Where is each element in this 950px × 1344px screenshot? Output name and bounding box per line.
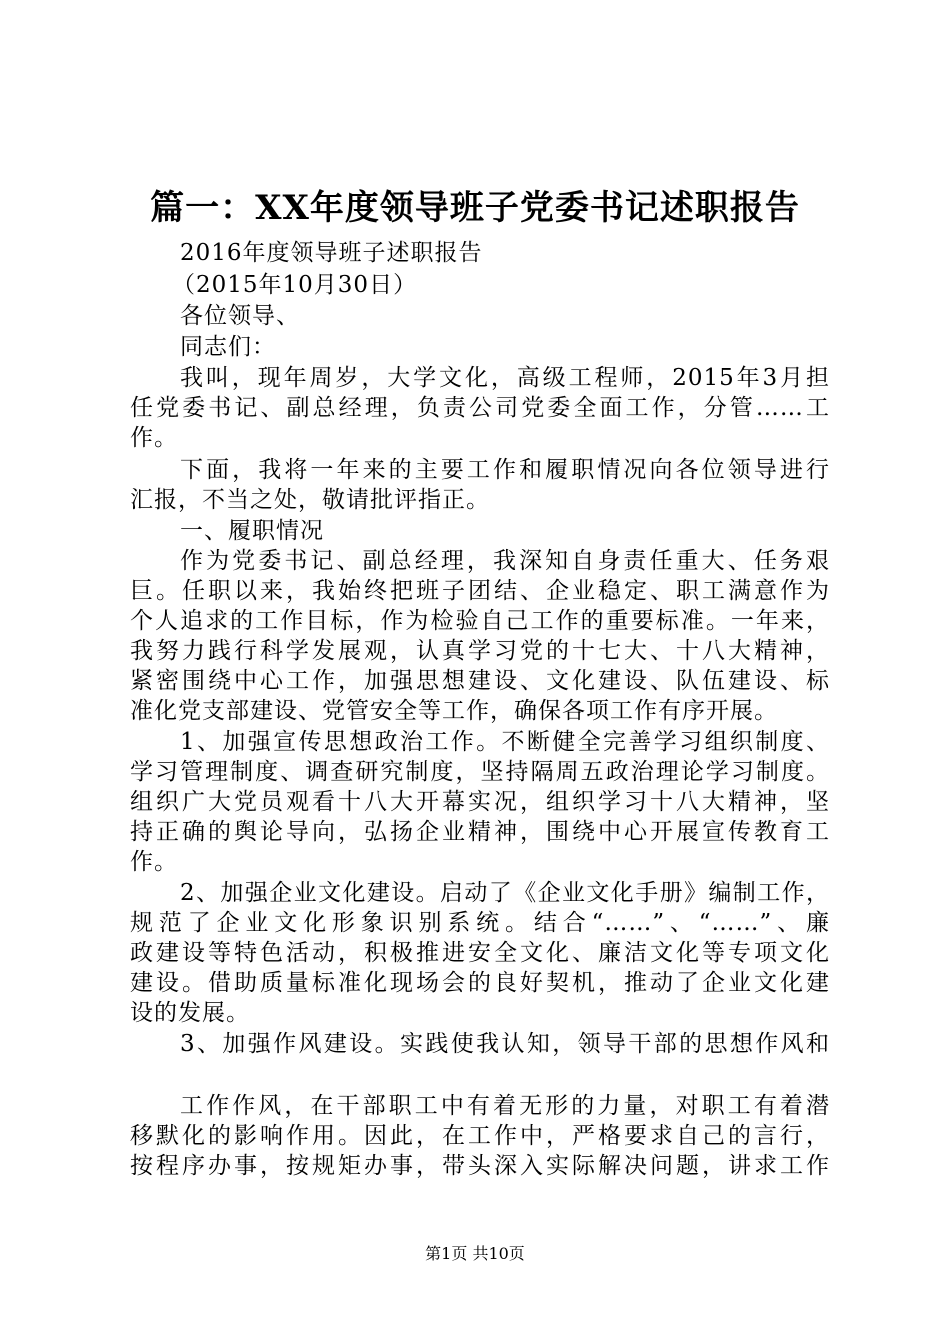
paragraph-line: 学习管理制度、调查研究制度，坚持隔周五政治理论学习制度。 bbox=[130, 759, 830, 785]
paragraph-line: 巨。任职以来，我始终把班子团结、企业稳定、职工满意作为 bbox=[130, 578, 830, 604]
subtitle-line: 2016年度领导班子述职报告 bbox=[180, 240, 483, 266]
paragraph-line: 紧密围绕中心工作，加强思想建设、文化建设、队伍建设、标 bbox=[130, 668, 830, 694]
paragraph-line: 我努力践行科学发展观，认真学习党的十七大、十八大精神， bbox=[130, 638, 830, 664]
paragraph-line: 设的发展。 bbox=[130, 1000, 250, 1026]
paragraph-line: 政建设等特色活动，积极推进安全文化、廉洁文化等专项文化 bbox=[130, 940, 830, 966]
paragraph-line: 汇报，不当之处，敬请批评指正。 bbox=[130, 487, 490, 513]
paragraph-line: 组织广大党员观看十八大开幕实况，组织学习十八大精神，坚 bbox=[130, 789, 830, 815]
paragraph-line: 移默化的影响作用。因此，在工作中，严格要求自己的言行， bbox=[130, 1123, 830, 1149]
paragraph-line: 规范了企业文化形象识别系统。结合“……”、“……”、廉 bbox=[130, 910, 830, 936]
paragraph-line: 工作作风，在干部职工中有着无形的力量，对职工有着潜 bbox=[180, 1093, 830, 1119]
paragraph-line: 2、加强企业文化建设。启动了《企业文化手册》编制工作， bbox=[180, 880, 830, 906]
section-heading: 一、履职情况 bbox=[180, 518, 324, 544]
salutation-line: 各位领导、 bbox=[180, 303, 300, 329]
paragraph-line: 建设。借助质量标准化现场会的良好契机，推动了企业文化建 bbox=[130, 970, 830, 996]
salutation-line: 同志们： bbox=[180, 334, 276, 360]
paragraph-line: 个人追求的工作目标，作为检验自己工作的重要标准。一年来， bbox=[130, 608, 830, 634]
paragraph-line: 任党委书记、副总经理，负责公司党委全面工作，分管……工 bbox=[130, 395, 830, 421]
paragraph-line: 作。 bbox=[130, 849, 178, 875]
paragraph-line: 持正确的舆论导向，弘扬企业精神，围绕中心开展宣传教育工 bbox=[130, 819, 830, 845]
paragraph-line: 作。 bbox=[130, 425, 178, 451]
paragraph-line: 3、加强作风建设。实践使我认知，领导干部的思想作风和 bbox=[180, 1031, 830, 1057]
paragraph-line: 准化党支部建设、党管安全等工作，确保各项工作有序开展。 bbox=[130, 698, 778, 724]
date-line: （2015年10月30日） bbox=[172, 272, 418, 298]
page-number-footer: 第1页 共10页 bbox=[425, 1244, 525, 1263]
paragraph-line: 我叫，现年周岁，大学文化，高级工程师，2015年3月担 bbox=[180, 365, 830, 391]
paragraph-line: 按程序办事，按规矩办事，带头深入实际解决问题，讲求工作 bbox=[130, 1153, 830, 1179]
document-title: 篇一：XX年度领导班子党委书记述职报告 bbox=[150, 188, 800, 228]
paragraph-line: 1、加强宣传思想政治工作。不断健全完善学习组织制度、 bbox=[180, 729, 830, 755]
paragraph-line: 下面，我将一年来的主要工作和履职情况向各位领导进行 bbox=[180, 457, 830, 483]
paragraph-line: 作为党委书记、副总经理，我深知自身责任重大、任务艰 bbox=[180, 548, 830, 574]
